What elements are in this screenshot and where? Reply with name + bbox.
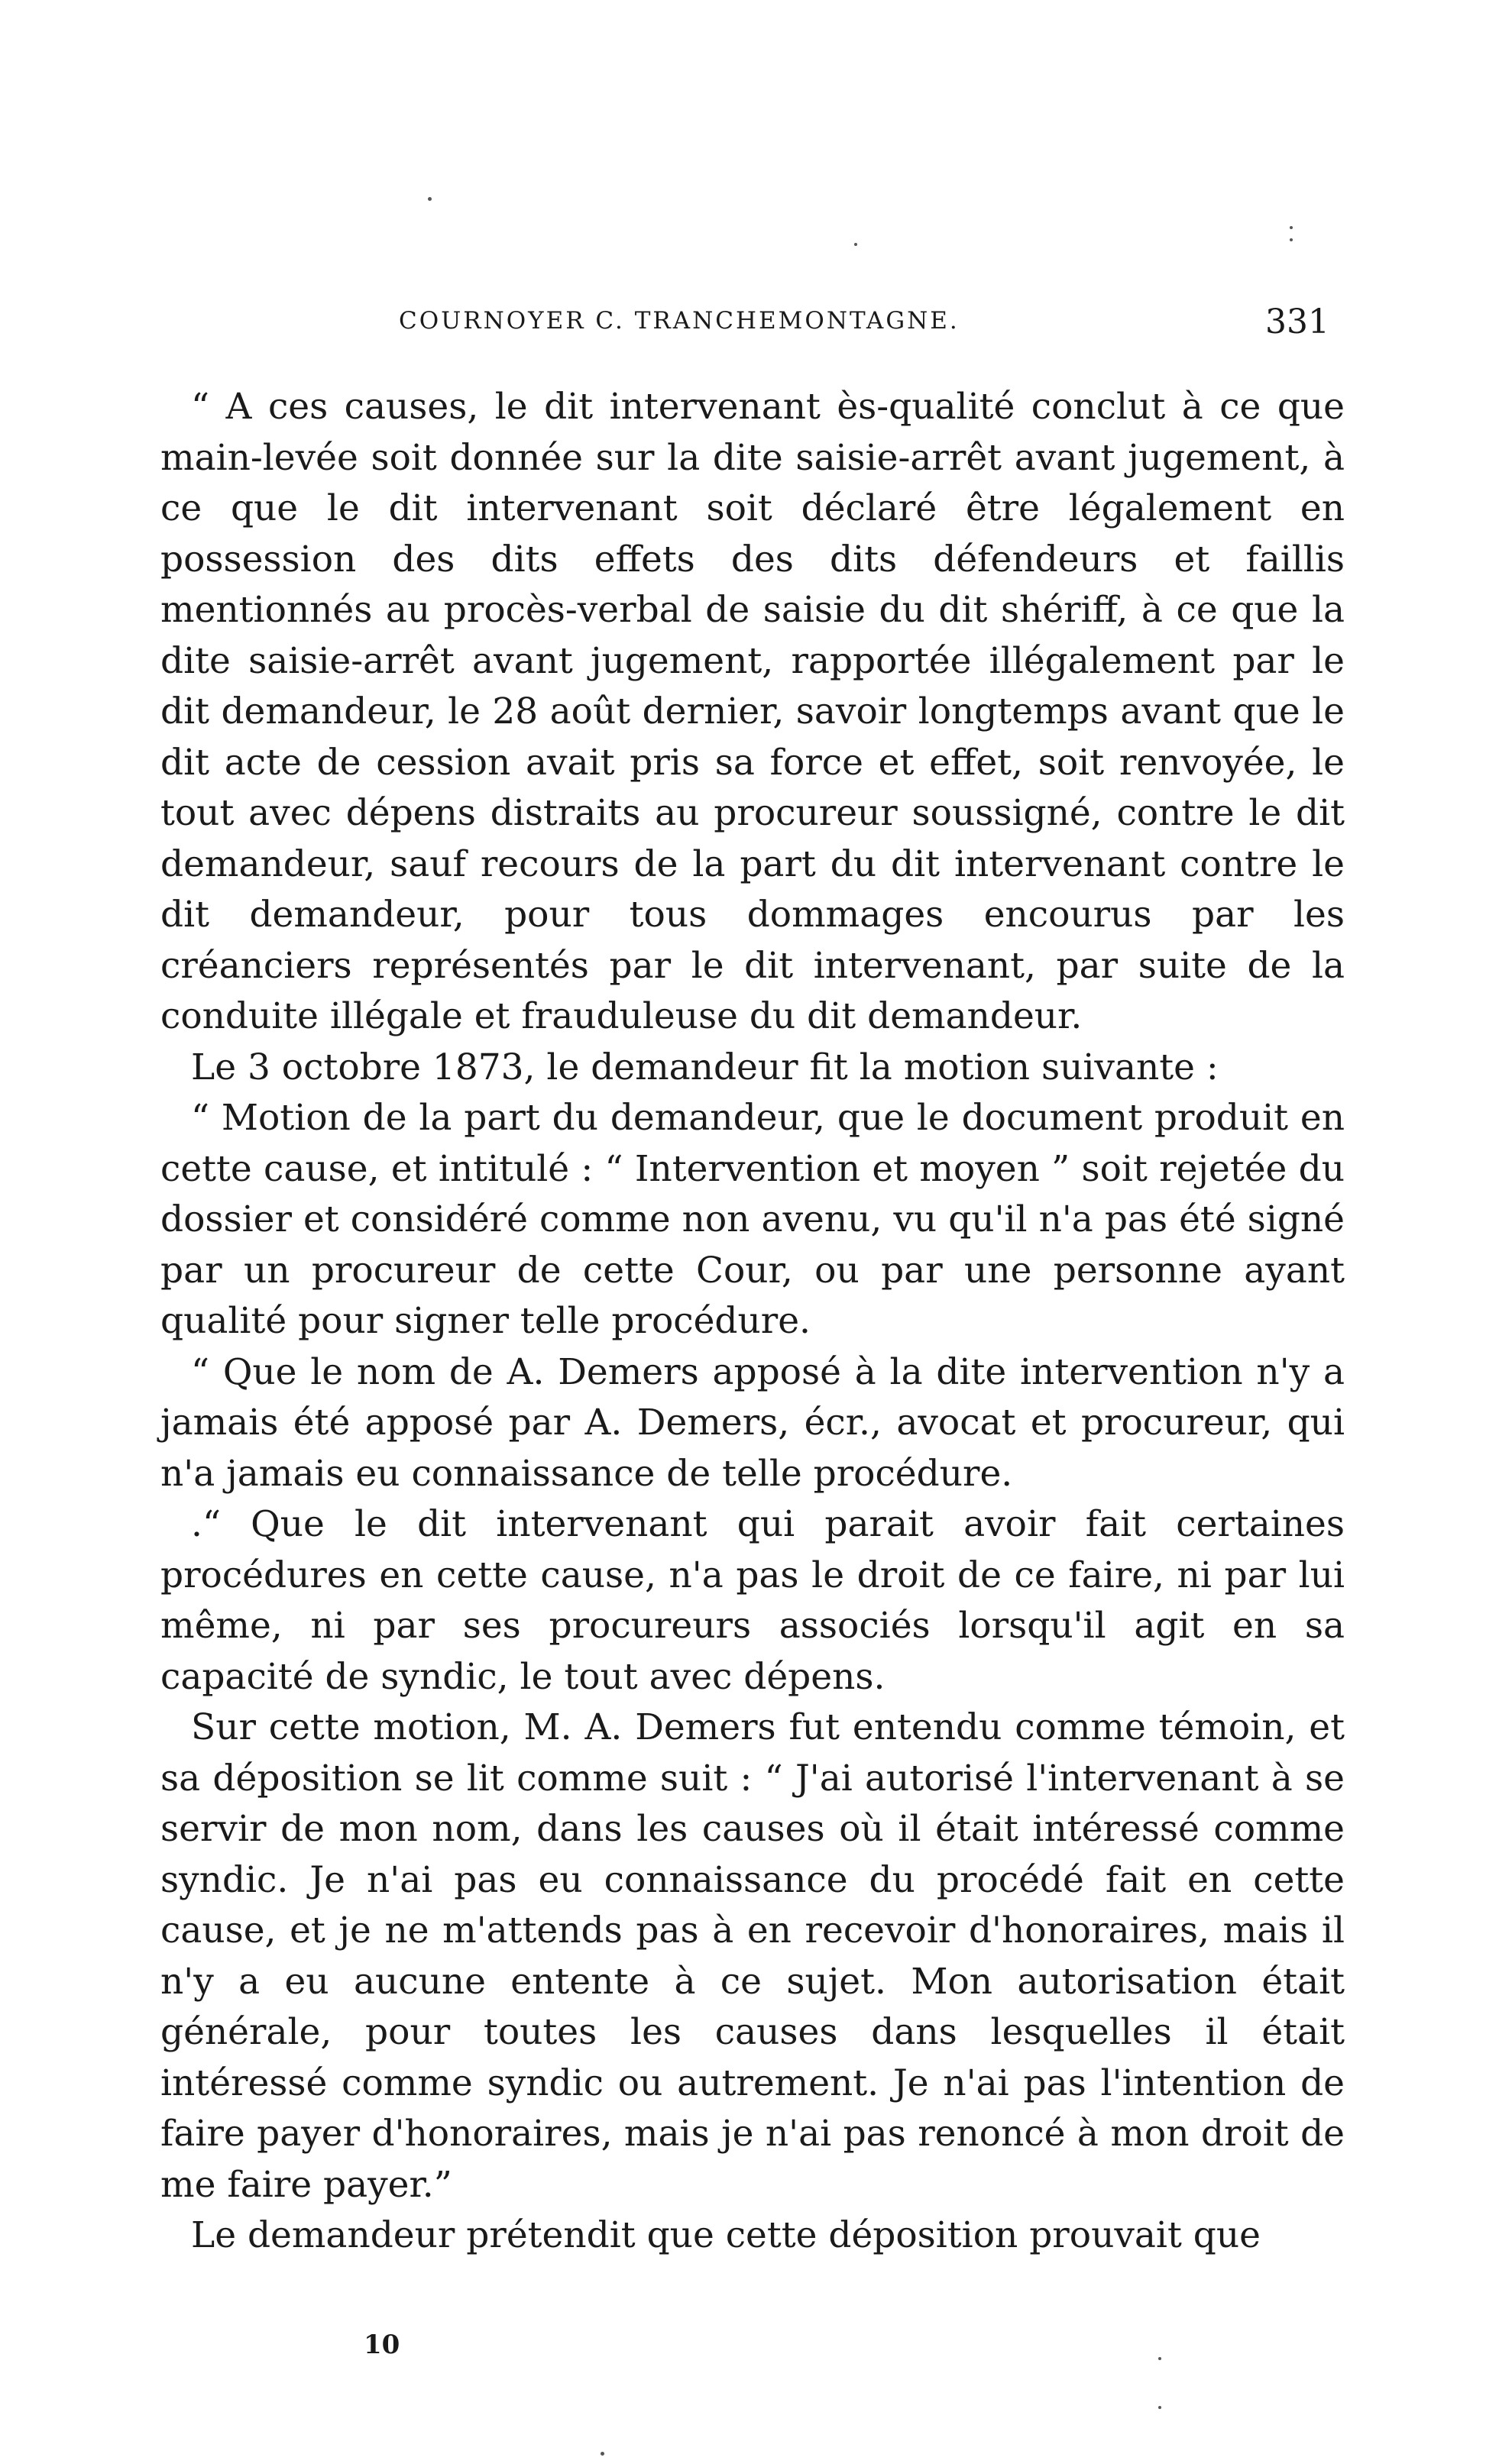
print-speck (1158, 2406, 1161, 2409)
print-speck (1290, 238, 1293, 241)
paragraph-intervenant: .“ Que le dit intervenant qui parait avoir fait certaines procédures en cette cause, n'a pas le droit de ce faire, ni par lui même, ni par ses procureurs associés lorsqu'il agit en sa capacité de syndic, le tout avec dépens. (160, 1503, 1345, 1698)
print-speck (854, 243, 857, 246)
paragraph-deposition: Sur cette motion, M. A. Demers fut entendu comme témoin, et sa déposition se lit comme suit : “ J'ai autorisé l'intervenant à se servir de mon nom, dans les causes où il était intéressé comme syndic. Je n'ai pas eu connaissance du procédé fait en cette cause, et je ne m'attends pas à en recevoir d'honoraires, mais il n'y a eu aucune entente à ce sujet. Mon autorisation était générale, pour toutes les causes dans lesquelles il était intéressé comme syndic ou autrement. Je n'ai pas l'intention de faire payer d'honoraires, mais je n'ai pas renoncé à mon droit de me faire payer.” (160, 1706, 1345, 2206)
paragraph-demandeur: Le demandeur prétendit que cette déposition prouvait que (191, 2214, 1261, 2256)
paragraph-conclusions: “ A ces causes, le dit intervenant ès-qualité conclut à ce que main-levée soit donnée sur la dite saisie-arrêt avant jugement, à ce que le dit intervenant soit déclaré être légalement en possession des dits effets des dits défendeurs et faillis mentionnés au procès-verbal de saisie du dit shériff, à ce que la dite saisie-arrêt avant jugement, rapportée illégalement par le dit demandeur, le 28 août dernier, savoir longtemps avant que le dit acte de cession avait pris sa force et effet, soit renvoyée, le tout avec dépens distraits au procureur soussigné, contre le dit demandeur, sauf recours de la part du dit intervenant contre le dit demandeur, pour tous dommages encourus par les créanciers représentés par le dit intervenant, par suite de la conduite illégale et frauduleuse du dit demandeur. (160, 386, 1345, 1037)
print-speck (601, 2452, 604, 2456)
print-speck (1290, 226, 1293, 229)
page-header (382, 302, 1329, 353)
paragraph-motion-intro: Le 3 octobre 1873, le demandeur fit la motion suivante : (191, 1046, 1219, 1088)
running-head: COURNOYER C. TRANCHEMONTAGNE. (399, 307, 960, 335)
print-speck (428, 197, 432, 201)
page-number: 331 (1265, 302, 1329, 341)
paragraph-demers-name: “ Que le nom de A. Demers apposé à la dite intervention n'y a jamais été apposé par A. Demers, écr., avocat et procureur, qui n'a jamais eu connaissance de telle procédure. (160, 1350, 1345, 1495)
signature-mark: 10 (364, 2330, 400, 2360)
body-text (160, 382, 1345, 2262)
paragraph-motion: “ Motion de la part du demandeur, que le document produit en cette cause, et intitulé : “ Intervention et moyen ” soit rejetée du dossier et considéré comme non avenu, vu qu'il n'a pas été signé par un procureur de cette Cour, ou par une personne ayant qualité pour signer telle procédure. (160, 1097, 1345, 1342)
print-speck (1158, 2357, 1161, 2360)
